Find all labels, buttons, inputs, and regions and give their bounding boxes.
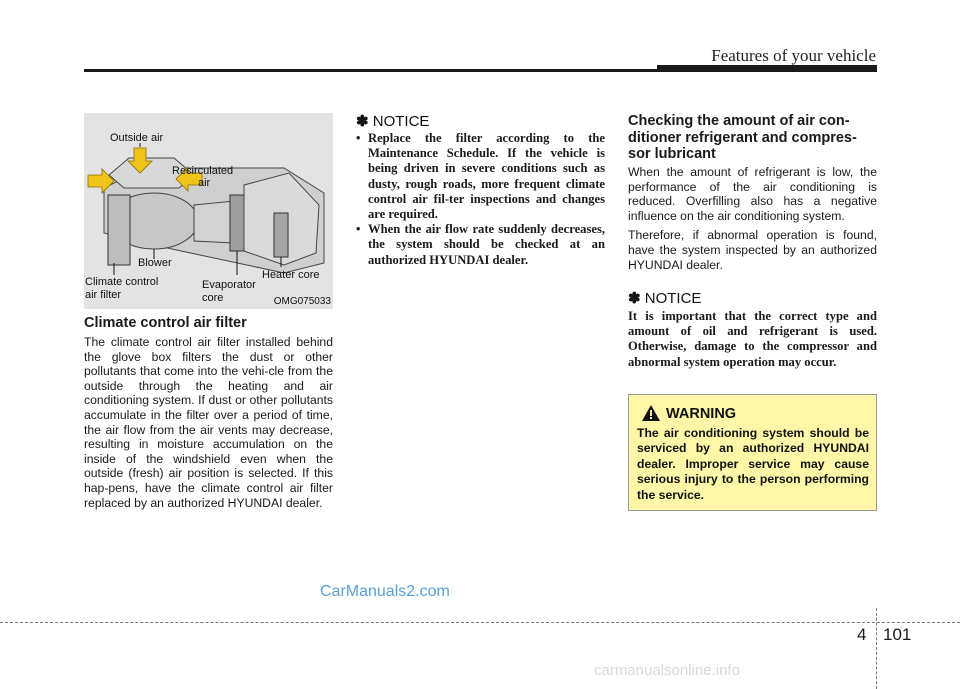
- label-evaporator-line1: Evaporator: [202, 279, 256, 291]
- label-filter-line1: Climate control: [85, 276, 159, 288]
- warning-title: WARNING: [666, 406, 737, 422]
- notice-list-1: [356, 131, 605, 268]
- footer-rule: [0, 622, 960, 623]
- notice-star-icon: ✽: [628, 290, 641, 307]
- header-rule-tab: [657, 65, 877, 72]
- refrigerant-heading: Checking the amount of air con-ditioner refrigerant and compres-sor lubricant: [628, 113, 857, 162]
- filter-paragraph: The climate control air filter installed behind the glove box filters the dust or other pollutants that come into the vehi-cle from the outside through the heating and air conditioning system. If dust or other pollutants accumulate in the filter over a period of time, the air flow from the air vents may decrease, resulting in moisture accumulation on the inside of the windshield even when the outside (fresh) air position is selected. If this hap-pens, have the climate control air filter replaced by an authorized HYUNDAI dealer.: [84, 335, 333, 510]
- hvac-diagram: [84, 113, 333, 309]
- chapter-number: 4: [857, 625, 867, 644]
- warning-box: [628, 394, 877, 511]
- page-number: 101: [883, 625, 912, 644]
- label-heater-core: Heater core: [262, 269, 320, 281]
- notice-item: • Replace the filter according to the Maintenance Schedule. If the vehicle is being driven in severe conditions such as dusty, rough roads, more frequent climate control air fil-ter inspections and changes are required.: [356, 131, 605, 222]
- refrigerant-body: [628, 165, 877, 277]
- warning-triangle-icon: [641, 404, 661, 422]
- site-watermark: carmanualsonline.info: [594, 662, 740, 679]
- label-outside-air: Outside air: [110, 132, 164, 144]
- filter-heading: Climate control air filter: [84, 315, 247, 331]
- notice-title: NOTICE: [372, 113, 430, 130]
- warning-text: The air conditioning system should be serviced by an authorized HYUNDAI dealer. Improper service may cause serious injury to the person performing the service.: [637, 426, 869, 502]
- notice-title: NOTICE: [644, 290, 702, 307]
- label-blower: Blower: [138, 257, 172, 269]
- notice-heading-2: [628, 289, 701, 307]
- refrigerant-paragraph-1: When the amount of refrigerant is low, the performance of the air conditioning is reduced. Overfilling also has a negative influence on the air conditioning system.: [628, 165, 877, 223]
- notice-heading-1: [356, 112, 429, 130]
- notice-star-icon: ✽: [356, 113, 369, 130]
- label-evaporator-line2: core: [202, 292, 224, 304]
- notice-item: • When the air flow rate suddenly decreases, the system should be checked at an authorized HYUNDAI dealer.: [356, 222, 605, 268]
- figure-code: OMG075033: [273, 296, 331, 307]
- label-filter-line2: air filter: [85, 289, 122, 301]
- section-header-title: Features of your vehicle: [711, 46, 876, 65]
- notice-text-2: It is important that the correct type and amount of oil and refrigerant is used. Otherwise, damage to the compressor and abnormal system operation may occur.: [628, 309, 877, 369]
- label-recirculated-air: air: [198, 177, 211, 189]
- refrigerant-paragraph-2: Therefore, if abnormal operation is found, have the system inspected by an authorized HYUNDAI dealer.: [628, 228, 877, 272]
- watermark-link[interactable]: CarManuals2.com: [320, 583, 450, 600]
- label-recirculated: Recirculated: [172, 165, 234, 177]
- footer-divider: [876, 608, 877, 689]
